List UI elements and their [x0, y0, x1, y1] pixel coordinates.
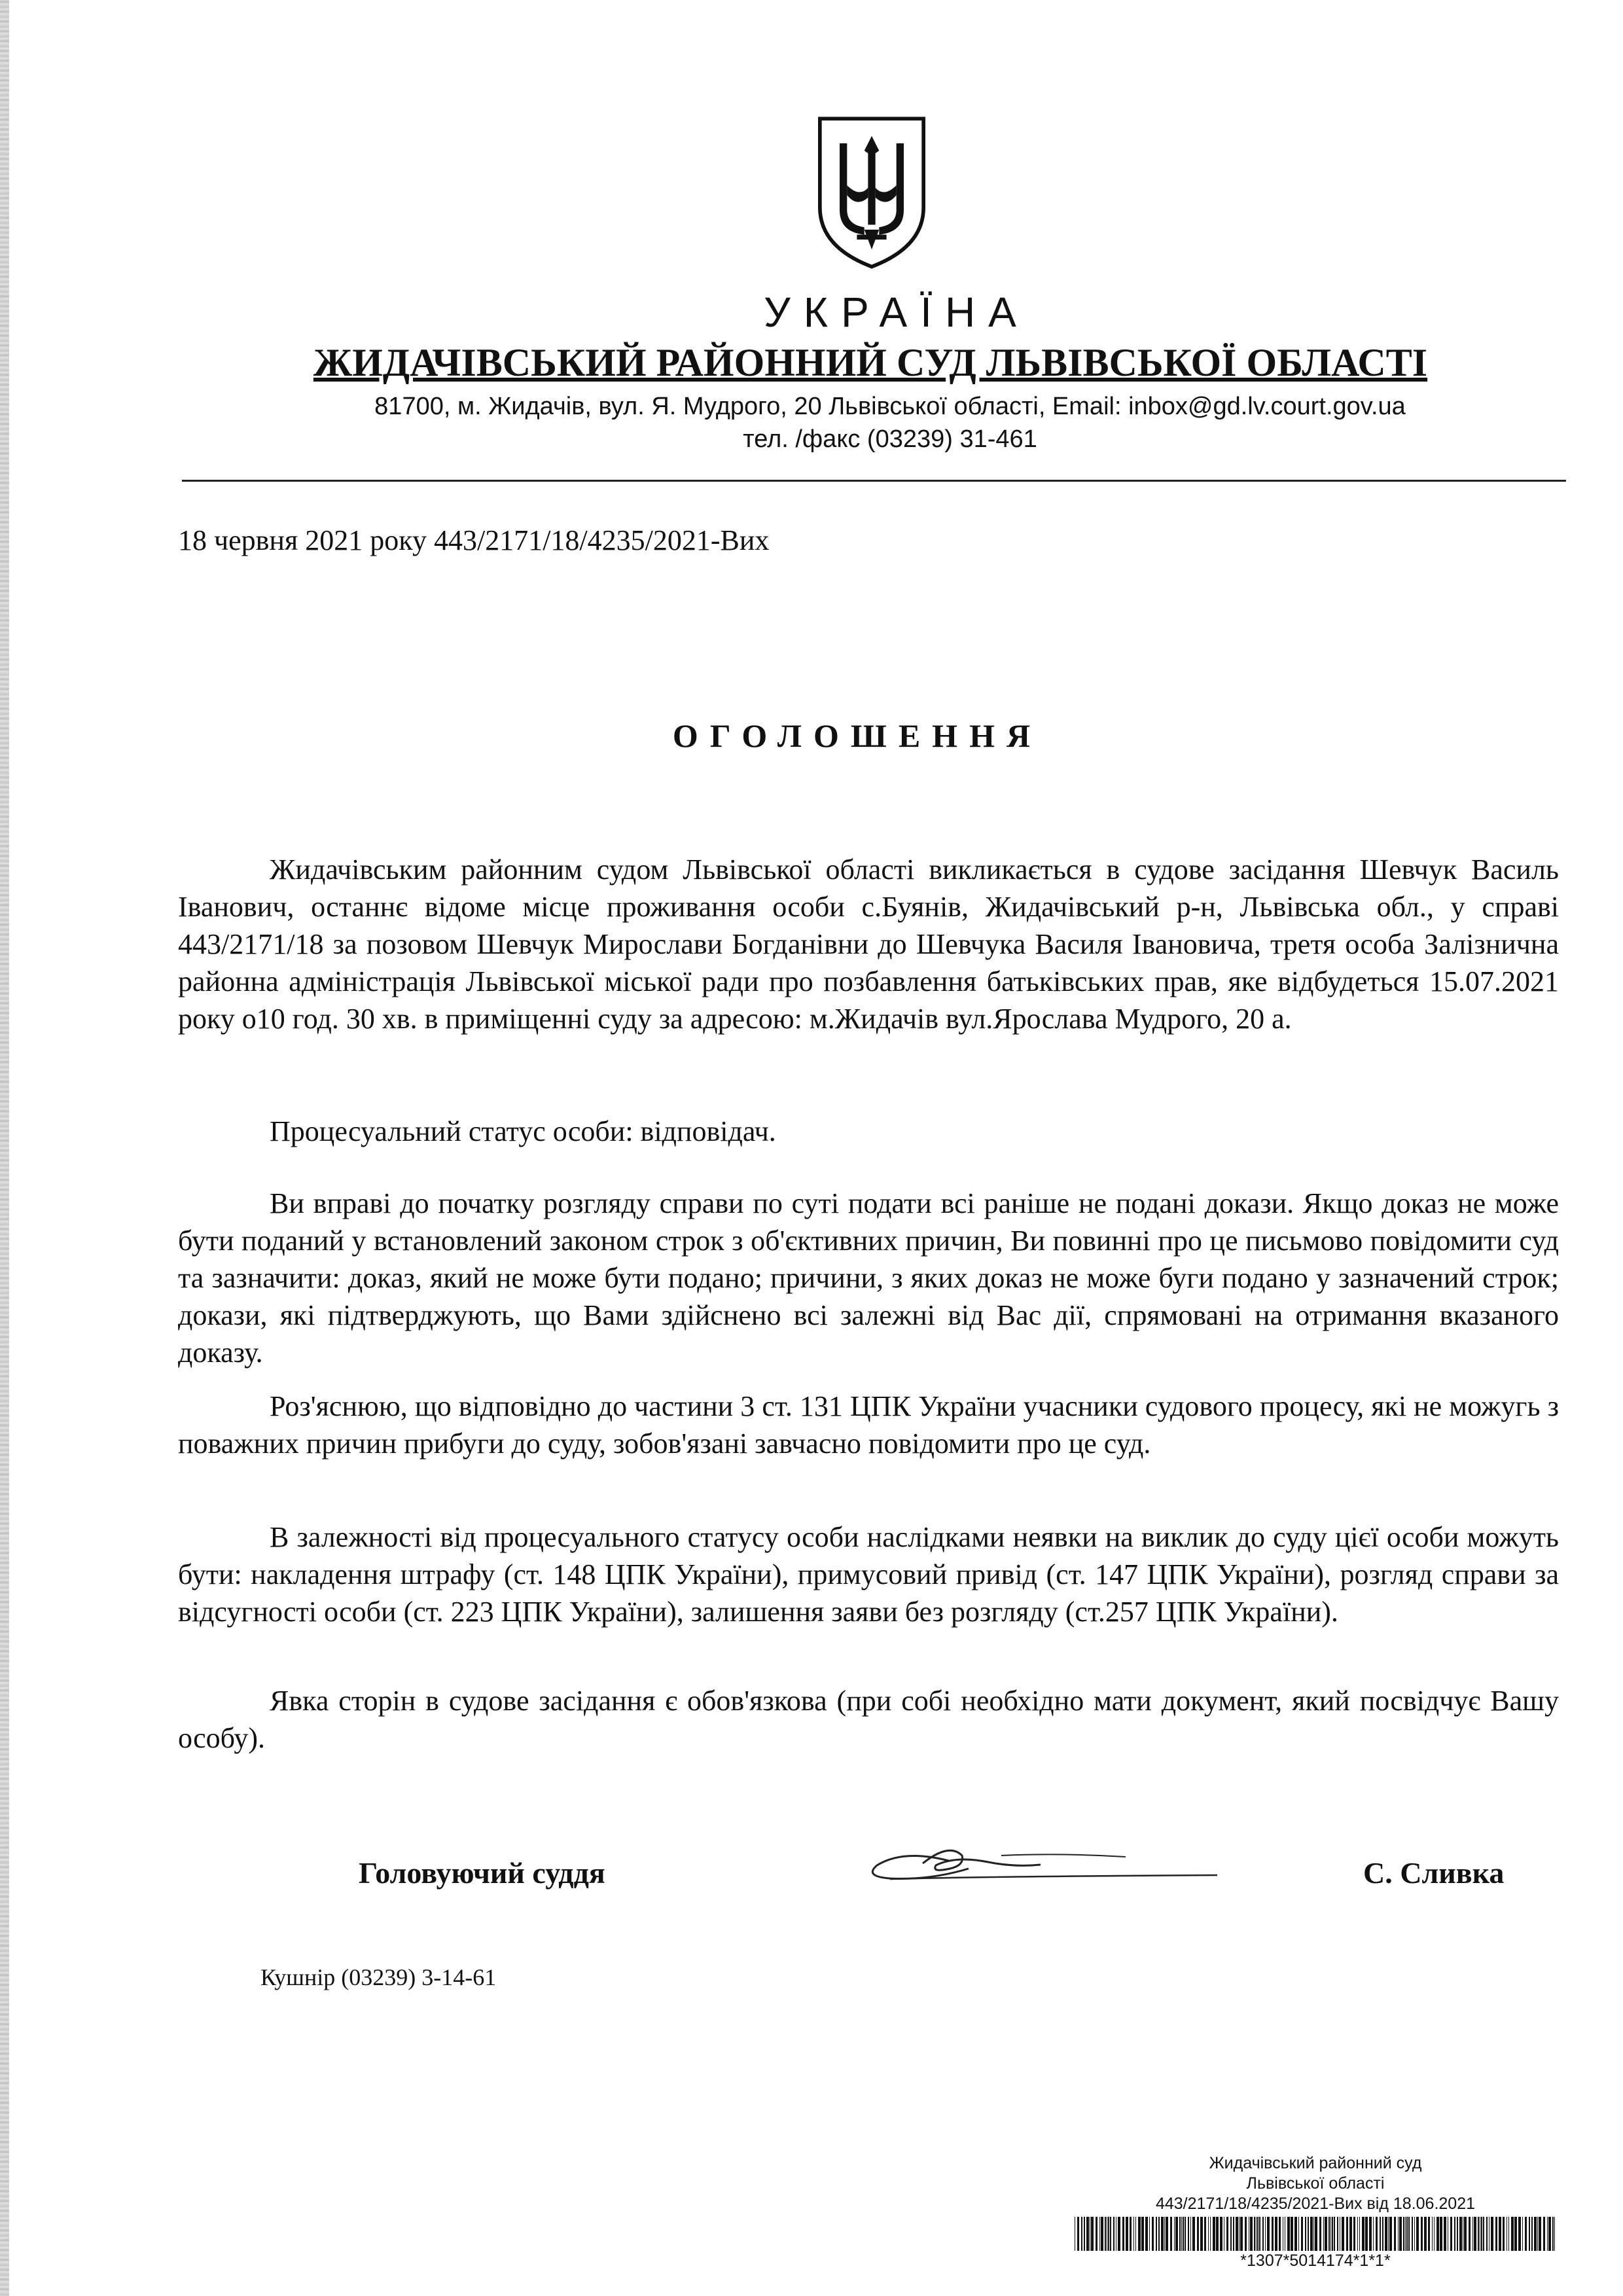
- paragraph-status: [178, 1113, 1559, 1150]
- paragraph-text: Жидачівським районним судом Львівської області викликається в судове засідання Шевчук Василь Іванович, останнє відоме місце проживання особи с.Буянів, Жидачівський р-н, Львівська обл., у справі 443/2171/18 за позовом Шевчук Мирослави Богданівни до Шевчука Василя Івановича, третя особа Залізнична районна адміністрація Львівської міської ради про позбавлення батьківських прав, яке відбудеться 15.07.2021 року о10 год. 30 хв. в приміщенні суду за адресою: м.Жидачів вул.Ярослава Мудрого, 20 а.: [178, 853, 1559, 1035]
- paragraph-consequences: [178, 1518, 1559, 1630]
- court-address: 81700, м. Жидачів, вул. Я. Мудрого, 20 Львівської області, Email: inbox@gd.lv.court.gov.ua: [374, 393, 1406, 420]
- paragraph-text: Роз'яснюю, що відповідно до частини 3 ст. 131 ЦПК України учасники судового процесу, які не можугь з поважних причин прибуги до суду, зобов'язані завчасно повідомити про це суд.: [178, 1390, 1559, 1460]
- barcode-text: *1307*5014174*1*1*: [1240, 2251, 1391, 2270]
- court-phone: тел. /факс (03239) 31-461: [743, 425, 1037, 453]
- signer-name: С. Сливка: [1363, 1856, 1505, 1890]
- registration-region: Львівської області: [1246, 2174, 1385, 2193]
- paragraph-attendance: [178, 1682, 1559, 1757]
- date-reference: 18 червня 2021 року 443/2171/18/4235/2021-Вих: [178, 524, 770, 556]
- barcode-icon: [1073, 2217, 1558, 2251]
- paragraph-explanation: [178, 1388, 1559, 1462]
- paragraph-text: Ви вправі до початку розгляду справи по суті подати всі раніше не подані докази. Якщо доказ не може бути поданий у встановлений законом строк з об'єктивних причин, Ви повинні про це письмово повідомити суд та зазначити: доказ, який не може бути подано; причини, з яких доказ не може буги подано у зазначений строк; докази, які підтверджують, що Вами здійснено всі залежні від Вас дії, спрямовані на отримання вказаного доказу.: [178, 1187, 1559, 1369]
- handwritten-signature-icon: [851, 1829, 1243, 1888]
- paragraph-text: Явка сторін в судове засідання є обов'язкова (при собі необхідно мати документ, який посвідчує Вашу особу).: [178, 1685, 1559, 1754]
- paragraph-text: Процесуальний статус особи: відповідач.: [270, 1115, 776, 1147]
- paragraph-evidence: [178, 1185, 1559, 1371]
- country-title: УКРАЇНА: [764, 289, 1029, 336]
- paragraph-text: В залежності від процесуального статусу особи наслідками неявки на виклик до суду цієї особи можуть бути: накладення штрафу (ст. 148 ЦПК України), примусовий привід (ст. 147 ЦПК України), розгляд справи за відсугності особи (ст. 223 ЦПК України), залишення заяви без розгляду (ст.257 ЦПК України).: [178, 1521, 1559, 1628]
- court-name: ЖИДАЧІВСЬКИЙ РАЙОННИЙ СУД ЛЬВІВСЬКОЇ ОБЛАСТІ: [313, 341, 1428, 384]
- document-title: ОГОЛОШЕННЯ: [672, 717, 1043, 754]
- registration-stamp: [1073, 2153, 1558, 2271]
- registration-number: 443/2171/18/4235/2021-Вих від 18.06.2021: [1155, 2195, 1476, 2213]
- header-divider: [182, 480, 1566, 482]
- paragraph-summons: [178, 851, 1559, 1037]
- signer-role: Головуючий суддя: [359, 1856, 605, 1890]
- registration-court: Жидачівський районний суд: [1209, 2154, 1422, 2172]
- executor-contact: Кушнір (03239) 3-14-61: [260, 1964, 497, 1990]
- trident-coat-of-arms-icon: [810, 111, 934, 272]
